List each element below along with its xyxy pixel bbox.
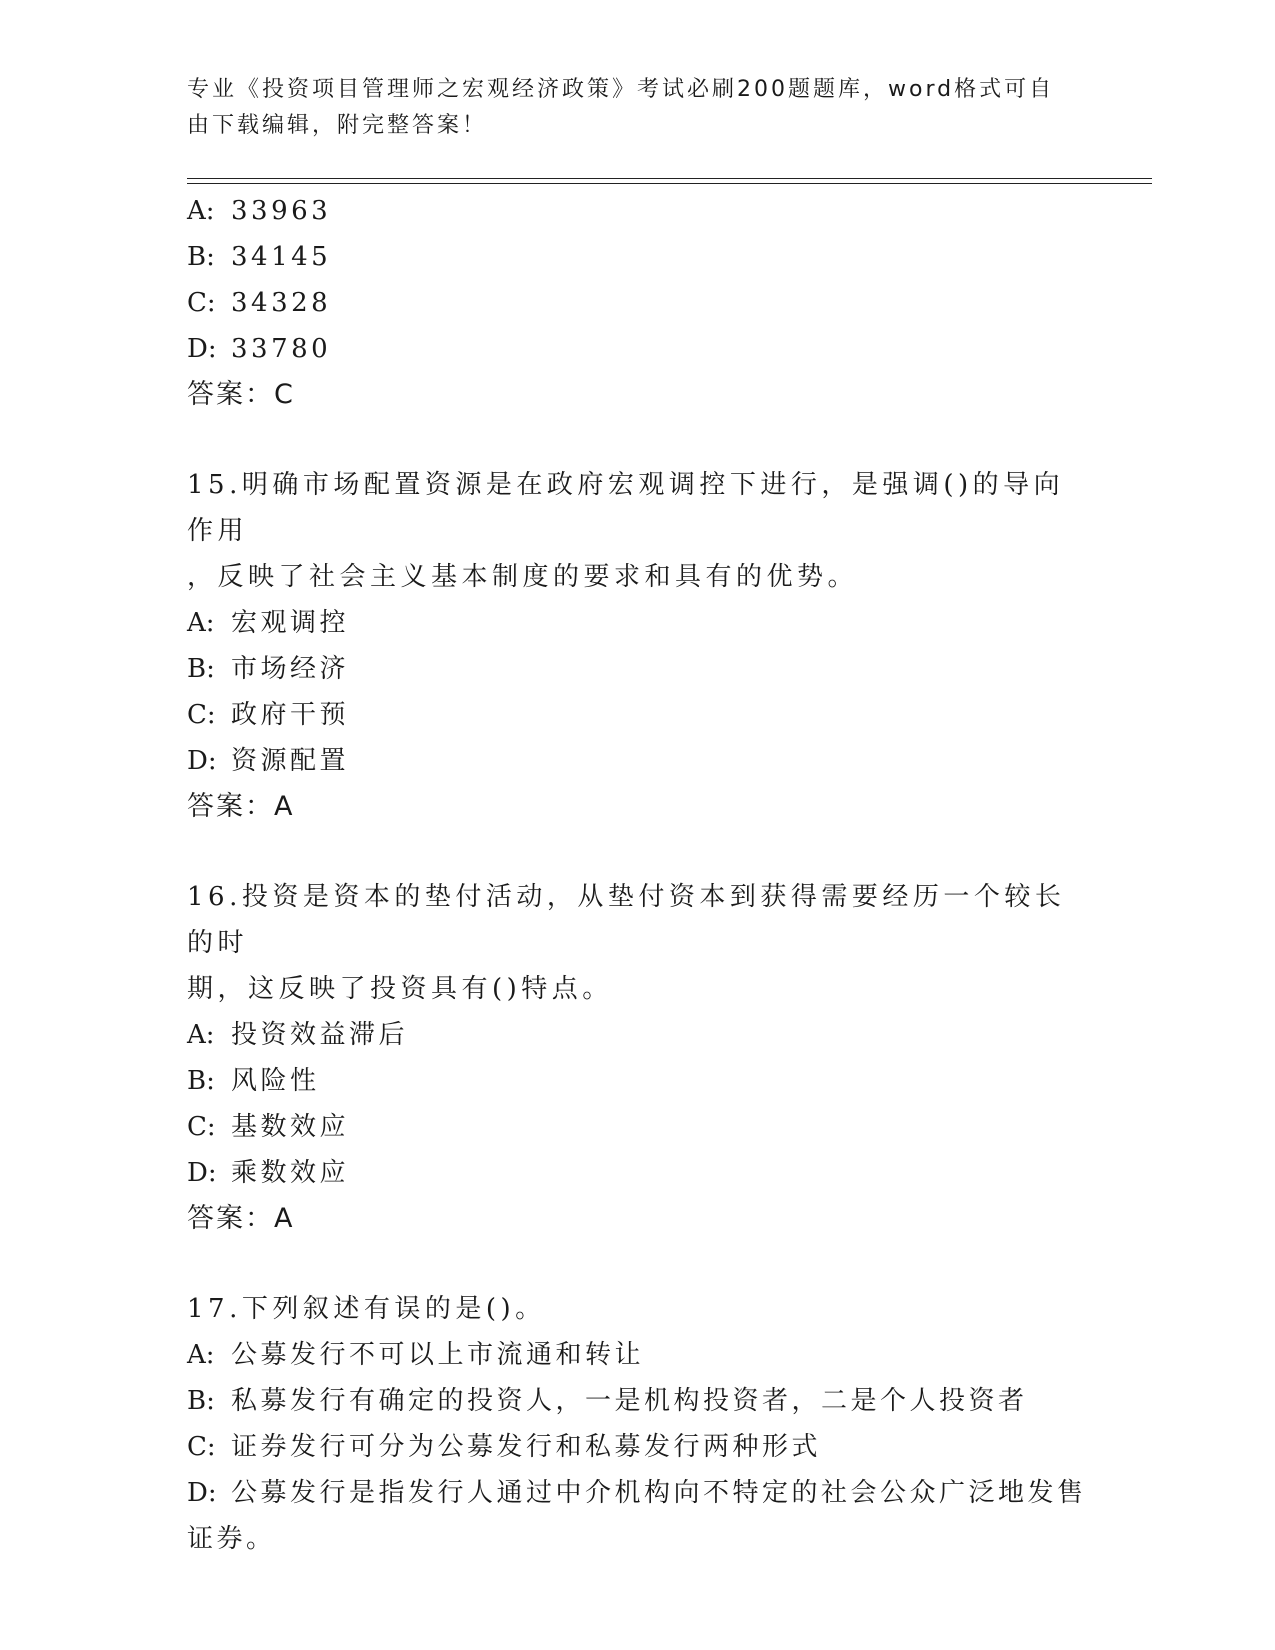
option-label: B: xyxy=(187,242,215,272)
option-text: 资源配置 xyxy=(231,746,350,776)
header-divider-bottom xyxy=(187,183,1152,184)
option-label: A: xyxy=(187,608,215,638)
option-text: 私募发行有确定的投资人，一是机构投资者，二是个人投资者 xyxy=(231,1386,1028,1416)
option-label: D: xyxy=(187,1478,217,1508)
option-text: 公募发行是指发行人通过中介机构向不特定的社会公众广泛地发售 xyxy=(231,1478,1087,1508)
option-label: C: xyxy=(187,700,216,730)
question-14-remainder xyxy=(187,188,1087,418)
option-b xyxy=(187,234,1087,280)
option-d xyxy=(187,326,1087,372)
option-text: 乘数效应 xyxy=(231,1158,350,1188)
document-header: 专业《投资项目管理师之宏观经济政策》考试必刷200题题库，word格式可自由下载编辑，附完整答案！ xyxy=(187,77,1055,138)
question-stem-continued: ，反映了社会主义基本制度的要求和具有的优势。 xyxy=(187,562,859,592)
question-15 xyxy=(187,462,1087,830)
option-text: 34145 xyxy=(231,242,332,272)
option-text: 34328 xyxy=(231,288,332,318)
question-stem: 17.下列叙述有误的是()。 xyxy=(187,1294,546,1324)
option-c xyxy=(187,1104,1087,1150)
option-text: 证券发行可分为公募发行和私募发行两种形式 xyxy=(231,1432,822,1462)
option-b xyxy=(187,1378,1087,1424)
question-stem: 15.明确市场配置资源是在政府宏观调控下进行，是强调()的导向作用 xyxy=(187,470,1065,546)
option-label: A: xyxy=(187,1020,215,1050)
option-a xyxy=(187,1332,1087,1378)
option-a xyxy=(187,188,1087,234)
answer-line: 答案：A xyxy=(187,791,295,822)
option-label: A: xyxy=(187,1340,215,1370)
option-text: 33963 xyxy=(231,196,332,226)
option-a xyxy=(187,1012,1087,1058)
option-label: B: xyxy=(187,1066,215,1096)
option-label: C: xyxy=(187,1112,216,1142)
option-label: A: xyxy=(187,196,215,226)
option-c xyxy=(187,280,1087,326)
option-text: 政府干预 xyxy=(231,700,350,730)
question-17 xyxy=(187,1286,1087,1562)
option-text: 基数效应 xyxy=(231,1112,350,1142)
option-text: 33780 xyxy=(231,334,332,364)
option-text: 投资效益滞后 xyxy=(231,1020,409,1050)
answer-line: 答案：A xyxy=(187,1203,295,1234)
answer-line: 答案：C xyxy=(187,379,295,410)
option-label: C: xyxy=(187,288,216,318)
option-c xyxy=(187,692,1087,738)
option-label: D: xyxy=(187,1158,217,1188)
option-d-continued: 证券。 xyxy=(187,1524,276,1554)
option-label: D: xyxy=(187,334,217,364)
question-stem-continued: 期，这反映了投资具有()特点。 xyxy=(187,974,613,1004)
option-text: 公募发行不可以上市流通和转让 xyxy=(231,1340,645,1370)
option-a xyxy=(187,600,1087,646)
question-16 xyxy=(187,874,1087,1242)
option-text: 风险性 xyxy=(231,1066,320,1096)
option-c xyxy=(187,1424,1087,1470)
option-d xyxy=(187,1150,1087,1196)
option-d xyxy=(187,738,1087,784)
option-d xyxy=(187,1470,1087,1516)
option-b xyxy=(187,1058,1087,1104)
option-label: C: xyxy=(187,1432,216,1462)
option-text: 宏观调控 xyxy=(231,608,350,638)
header-divider-top xyxy=(187,178,1152,179)
option-text: 市场经济 xyxy=(231,654,350,684)
option-label: B: xyxy=(187,1386,215,1416)
option-label: D: xyxy=(187,746,217,776)
option-b xyxy=(187,646,1087,692)
option-label: B: xyxy=(187,654,215,684)
question-list xyxy=(187,188,1087,1562)
question-stem: 16.投资是资本的垫付活动，从垫付资本到获得需要经历一个较长的时 xyxy=(187,882,1066,958)
